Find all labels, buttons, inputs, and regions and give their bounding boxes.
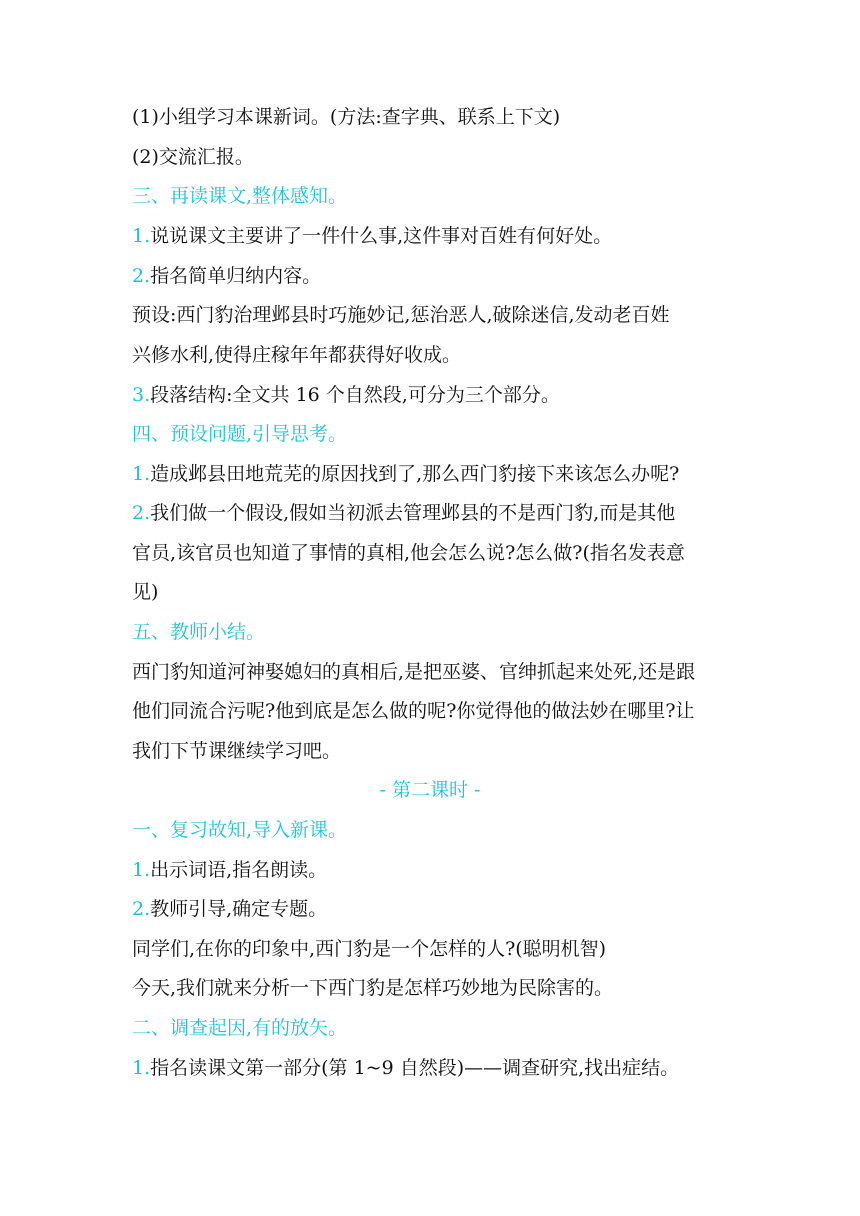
numbered-item: 1.出示词语,指名朗读。 [132,859,328,881]
section-heading: 三、再读课文,整体感知。 [132,185,348,207]
text-line: 预设:西门豹治理邺县时巧施妙记,惩治恶人,破除迷信,发动老百姓 [132,304,670,326]
text-line: 他们同流合污呢?他到底是怎么做的呢?你觉得他的做法妙在哪里?让 [132,700,695,722]
text-line: 今天,我们就来分析一下西门豹是怎样巧妙地为民除害的。 [132,977,614,999]
section-heading: 四、预设问题,引导思考。 [132,423,348,445]
item-number: 1. [132,225,151,247]
text-line: 见) [132,581,159,603]
text-line: 兴修水利,使得庄稼年年都获得好收成。 [132,344,462,366]
numbered-item: 2.我们做一个假设,假如当初派去管理邺县的不是西门豹,而是其他 [132,502,676,524]
item-number: 1. [132,1057,151,1079]
item-number: 2. [132,502,151,524]
text-line: 西门豹知道河神娶媳妇的真相后,是把巫婆、官绅抓起来处死,还是跟 [132,661,696,683]
item-number: 2. [132,898,151,920]
item-number: 1. [132,859,151,881]
section-heading: 五、教师小结。 [132,621,266,643]
numbered-item: 3.段落结构:全文共 16 个自然段,可分为三个部分。 [132,384,560,406]
item-number: 3. [132,384,151,406]
numbered-item: 1.造成邺县田地荒芜的原因找到了,那么西门豹接下来该怎么办呢? [132,463,680,485]
text-line: 我们下节课继续学习吧。 [132,740,342,762]
text-line: (2)交流汇报。 [132,146,254,168]
numbered-item: 2.教师引导,确定专题。 [132,898,328,920]
section-heading: 一、复习故知,导入新课。 [132,819,348,841]
text-line: 官员,该官员也知道了事情的真相,他会怎么说?怎么做?(指名发表意 [132,542,685,564]
numbered-item: 1.说说课文主要讲了一件什么事,这件事对百姓有何好处。 [132,225,613,247]
numbered-item: 1.指名读课文第一部分(第 1~9 自然段)——调查研究,找出症结。 [132,1057,680,1079]
numbered-item: 2.指名简单归纳内容。 [132,265,322,287]
item-number: 2. [132,265,151,287]
lesson-divider: - 第二课时 - [379,779,481,801]
item-number: 1. [132,463,151,485]
section-heading: 二、调查起因,有的放矢。 [132,1017,348,1039]
text-line: 同学们,在你的印象中,西门豹是一个怎样的人?(聪明机智) [132,938,607,960]
text-line: (1)小组学习本课新词。(方法:查字典、联系上下文) [132,106,561,128]
